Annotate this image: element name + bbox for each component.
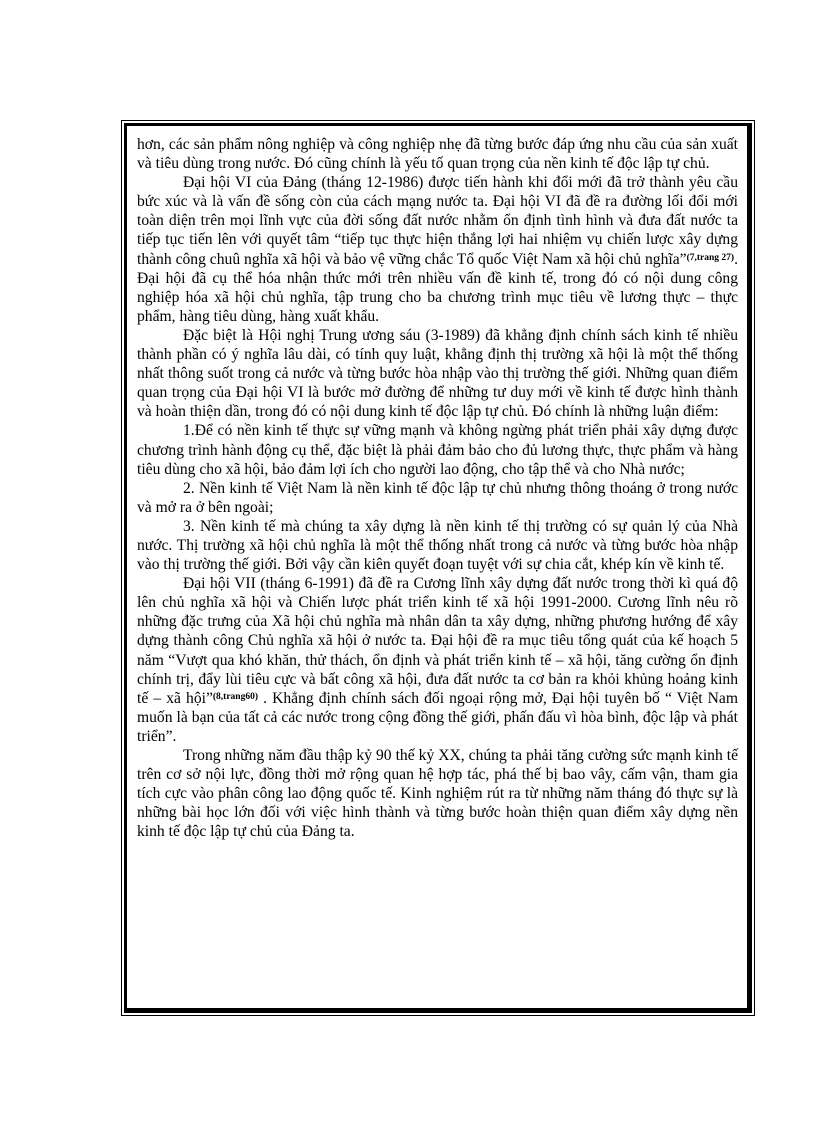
list-item-1: 1.Để có nền kinh tế thực sự vững mạnh và không ngừng phát triển phải xây dựng được chương trình hành động cụ thể, đặc biệt là phải đảm bảo cho đủ lương thực, thực phẩm và hàng tiêu dùng cho xã hội, bảo đảm lợi ích cho người lao động, cho tập thể và cho Nhà nước; <box>137 422 738 478</box>
paragraph-2: Đại hội VI của Đảng (tháng 12-1986) được tiến hành khi đổi mới đã trở thành yêu cầu bức xúc và là vấn đề sống còn của cách mạng nước ta. Đại hội VI đã đề ra đường lối đổi mới toàn diện trên mọi lĩnh vực của đời sống đất nước nhằm ổn định tình hình và đưa đất nước ta tiếp tục tiến lên với quyết tâm “tiếp tục thực hiện thắng lợi hai nhiệm vụ chiến lược xây dựng thành công chuû nghĩa xã hội và bảo vệ vững chắc Tổ quốc Việt Nam xã hội chủ nghĩa”$^{(7,trang 27)}$. Đại hội đã cụ thể hóa nhận thức mới trên nhiều vấn đề kinh tế, trong đó có nội dung công nghiệp hóa xã hội chủ nghĩa, tập trung cho ba chương trình mục tiêu về lương thực – thực phẩm, hàng tiêu dùng, hàng xuất khẩu. <box>137 174 738 325</box>
document-body <box>137 135 738 841</box>
paragraph-4: Đại hội VII (tháng 6-1991) đã đề ra Cương lĩnh xây dựng đất nước trong thời kì quá độ lên chủ nghĩa xã hội và Chiến lược phát triển kinh tế xã hội 1991-2000. Cương lĩnh nêu rõ những đặc trưng của Xã hội chủ nghĩa mà nhân dân ta xây dựng, những phương hướng để xây dựng thành công Chủ nghĩa xã hội ở nước ta. Đại hội đề ra mục tiêu tổng quát của kế hoạch 5 năm “Vượt qua khó khăn, thử thách, ổn định và phát triển kinh tế – xã hội, tăng cường ổn định chính trị, đẩy lùi tiêu cực và bất công xã hội, đưa đất nước ta cơ bản ra khỏi khủng hoảng kinh tế – xã hội”$^{(8,trang60)}$ . Khẳng định chính sách đối ngoại rộng mở, Đại hội tuyên bố “ Việt Nam muốn là bạn của tất cả các nước trong cộng đồng thế giới, phấn đấu vì hòa bình, độc lập và phát triển”. <box>137 575 738 745</box>
paragraph-3: Đặc biệt là Hội nghị Trung ương sáu (3-1989) đã khẳng định chính sách kinh tế nhiều thành phần có ý nghĩa lâu dài, có tính quy luật, khẳng định thị trường xã hội là một thể thống nhất thông suốt trong cả nước và từng bước hòa nhập vào thị trường thế giới. Những quan điểm quan trọng của Đại hội VI là bước mở đường để những tư duy mới về kinh tế được hình thành và hoàn thiện dần, trong đó có nội dung kinh tế độc lập tự chủ. Đó chính là những luận điểm: <box>137 326 738 421</box>
citation-8: (8,trang60) <box>212 691 259 702</box>
citation-7: (7,trang 27) <box>686 252 735 263</box>
page-border-frame <box>124 123 752 1013</box>
list-item-2: 2. Nền kinh tế Việt Nam là nền kinh tế độc lập tự chủ nhưng thông thoáng ở trong nước và mở ra ở bên ngoài; <box>137 479 738 516</box>
paragraph-5: Trong những năm đầu thập kỷ 90 thế kỷ XX, chúng ta phải tăng cường sức mạnh kinh tế trên cơ sở nội lực, đồng thời mở rộng quan hệ hợp tác, phá thế bị bao vây, cấm vận, tham gia tích cực vào phân công lao động quốc tế. Kinh nghiệm rút ra từ những năm tháng đó thực sự là những bài học lớn đối với việc hình thành và từng bước hoàn thiện quan điểm xây dựng nền kinh tế độc lập tự chủ của Đảng ta. <box>137 747 738 841</box>
list-item-3: 3. Nền kinh tế mà chúng ta xây dựng là nền kinh tế thị trường có sự quản lý của Nhà nước. Thị trường xã hội chủ nghĩa là một thể thống nhất trong cả nước và từng bước hòa nhập vào thị trường thế giới. Bởi vậy cần kiên quyết đoạn tuyệt với sự chia cắt, khép kín về kinh tế. <box>137 517 738 574</box>
paragraph-1: hơn, các sản phẩm nông nghiệp và công nghiệp nhẹ đã từng bước đáp ứng nhu cầu của sản xuất và tiêu dùng trong nước. Đó cũng chính là yếu tố quan trọng của nền kinh tế độc lập tự chủ. <box>137 136 738 173</box>
